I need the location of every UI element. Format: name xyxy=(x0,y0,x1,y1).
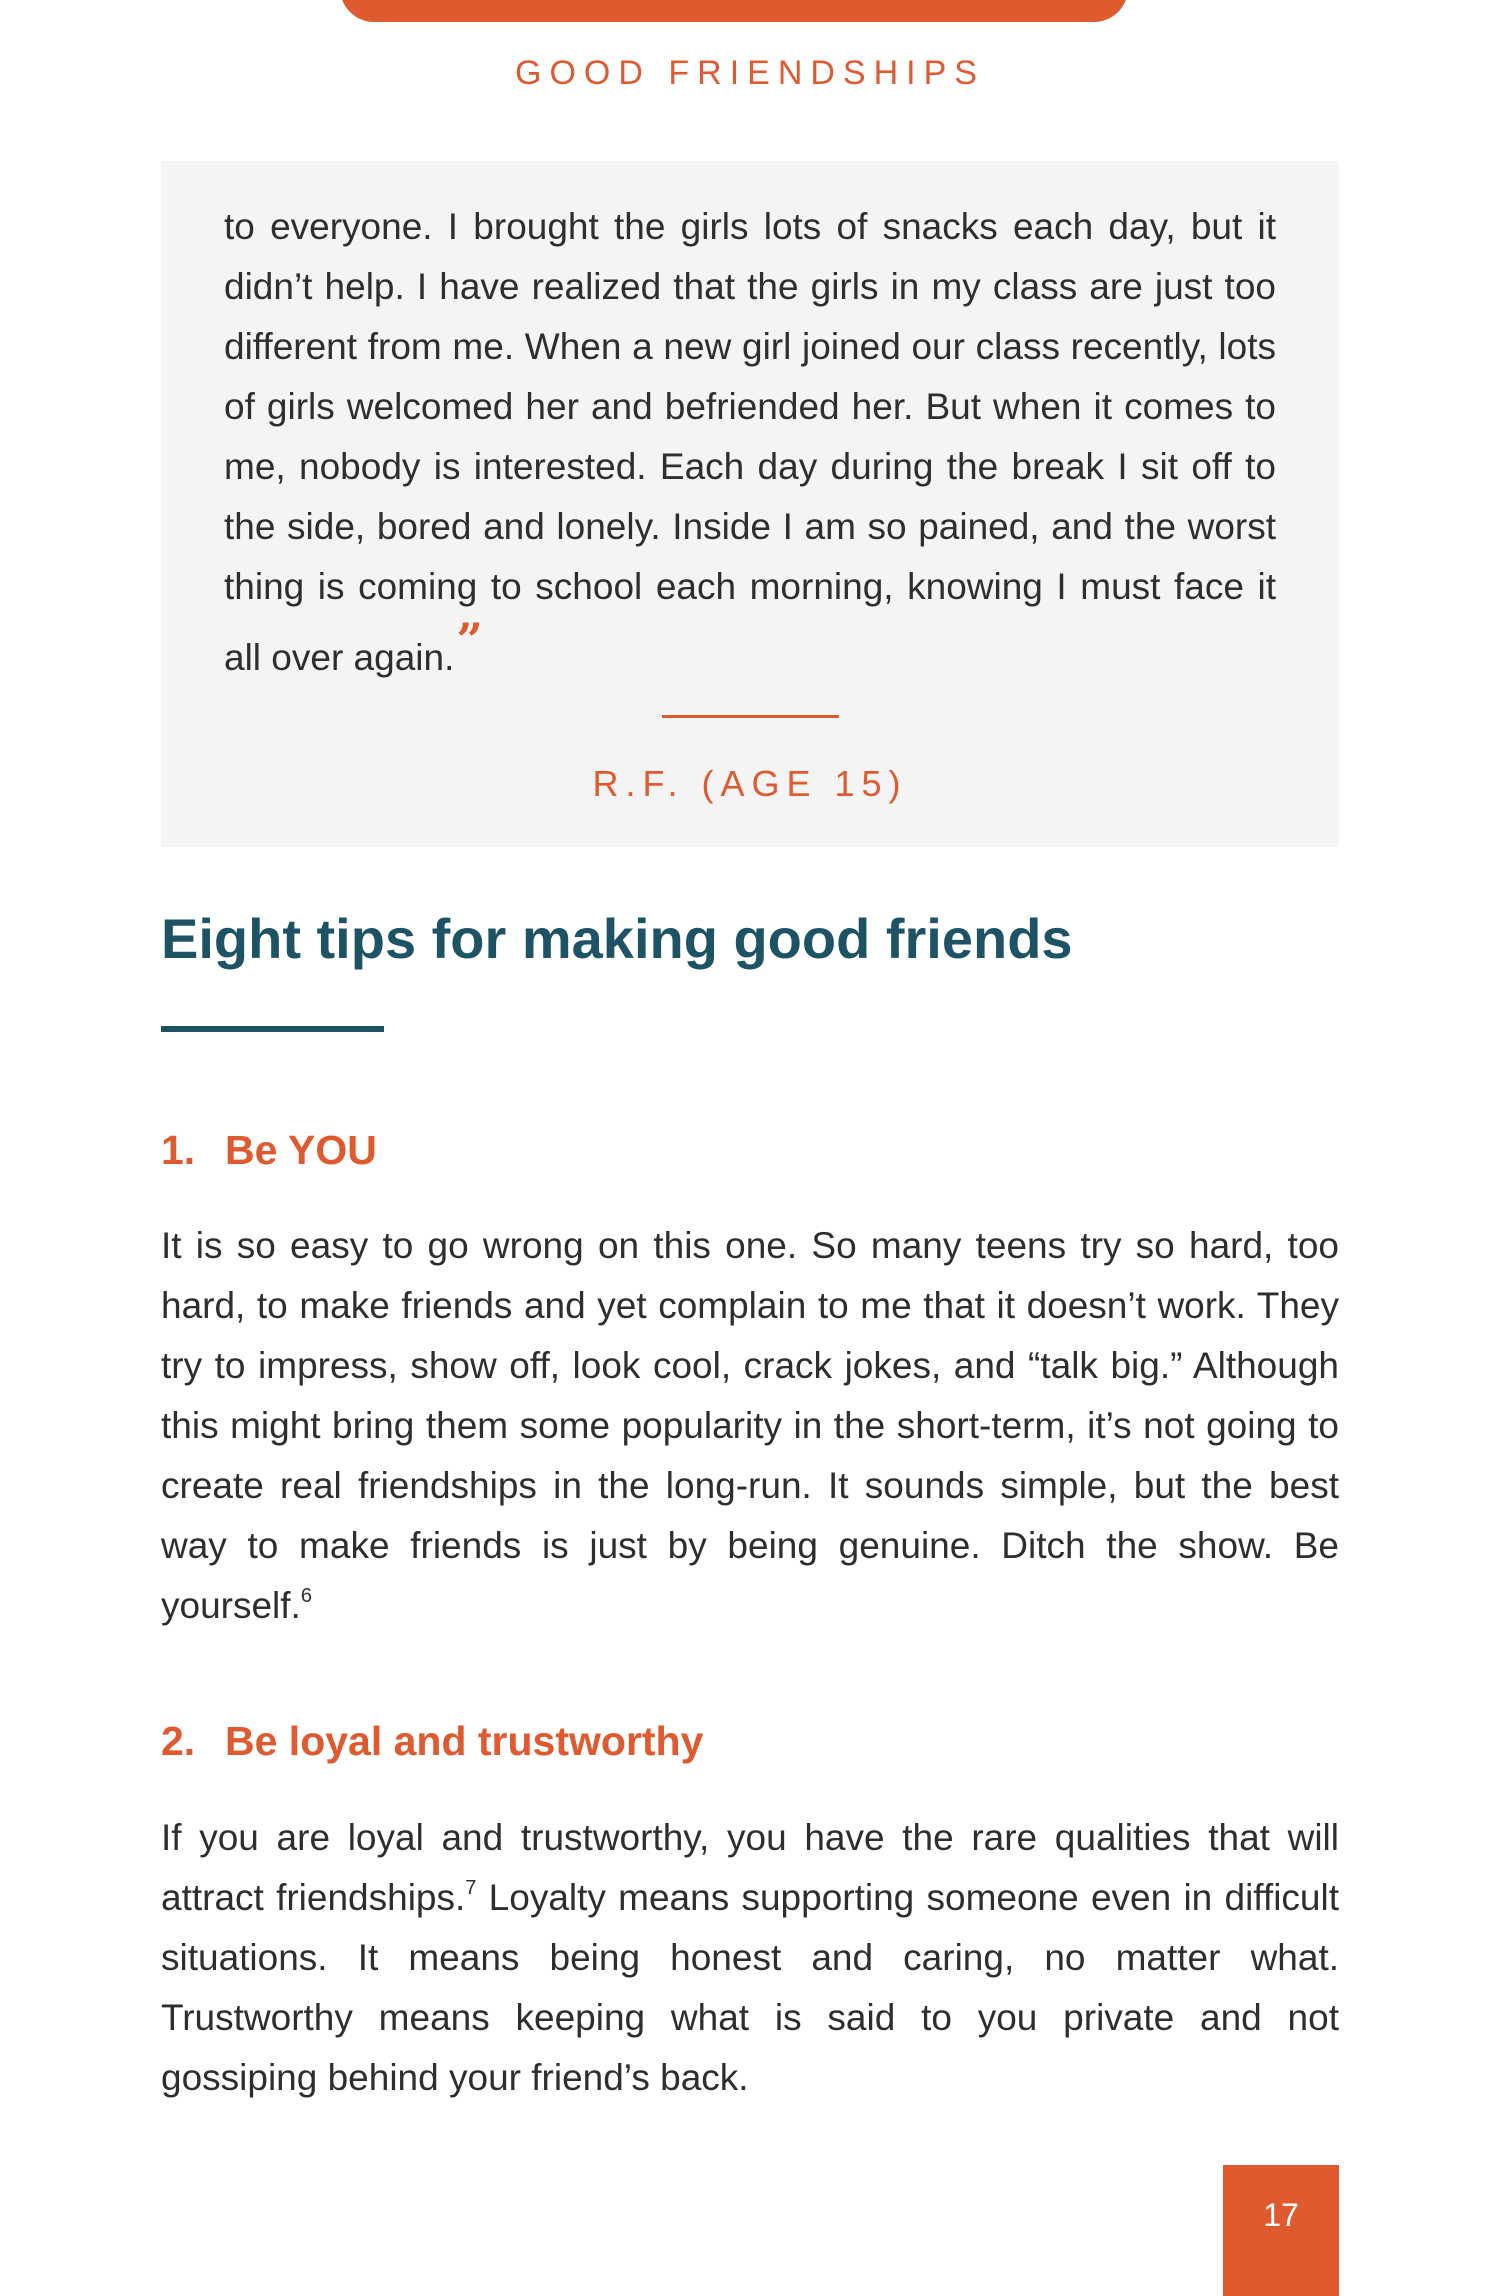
footnote-6[interactable]: 6 xyxy=(300,1585,312,1607)
tip-2-number: 2. xyxy=(161,1718,196,1764)
footnote-7[interactable]: 7 xyxy=(465,1877,477,1899)
quote-divider xyxy=(662,715,839,718)
quote-attribution: R.F. (AGE 15) xyxy=(592,763,908,804)
tip-2-heading xyxy=(161,1718,703,1765)
header-decoration xyxy=(340,0,1128,22)
tip-2-body xyxy=(161,1808,1339,2108)
tip-1-text: It is so easy to go wrong on this one. So many teens try so hard, too hard, to make friends and yet complain to me that it doesn’t work. They try to impress, show off, look cool, crack jokes, and “talk big.” Although this might bring them some popularity in the short-term, it’s not going to create real friendships in the long-run. It sounds simple, but the best way to make friends is just by being genuine. Ditch the show. Be yourself. xyxy=(161,1225,1339,1626)
section-title: Eight tips for making good friends xyxy=(161,907,1073,970)
tip-2-title: Be loyal and trustworthy xyxy=(225,1718,704,1764)
tip-1-body xyxy=(161,1216,1339,1636)
tip-2-text-before: If you are loyal and trustworthy, you have the rare qualities that will attract friendships. xyxy=(161,1817,1339,1918)
running-head: GOOD FRIENDSHIPS xyxy=(515,54,985,92)
quote-text xyxy=(224,197,1276,688)
tip-1-number: 1. xyxy=(161,1127,196,1173)
quote-box xyxy=(161,161,1339,847)
close-quote-mark: ” xyxy=(456,613,483,667)
quote-body: to everyone. I brought the girls lots of snacks each day, but it didn’t help. I have realized that the girls in my class are just too different from me. When a new girl joined our class recently, lots of girls welcomed her and befriended her. But when it comes to me, nobody is interested. Each day during the break I sit off to the side, bored and lonely. Inside I am so pained, and the worst thing is coming to school each morning, knowing I must face it all over again. xyxy=(224,206,1276,678)
tip-1-heading xyxy=(161,1127,377,1174)
section-title-underline xyxy=(161,1026,384,1032)
page-number: 17 xyxy=(1223,2165,1339,2296)
tip-2-text-after: Loyalty means supporting someone even in difficult situations. It means being honest and caring, no matter what. Trustworthy means keeping what is said to you private and not gossiping behind your friend’s back. xyxy=(161,1877,1339,2098)
tip-1-title: Be YOU xyxy=(225,1127,377,1173)
